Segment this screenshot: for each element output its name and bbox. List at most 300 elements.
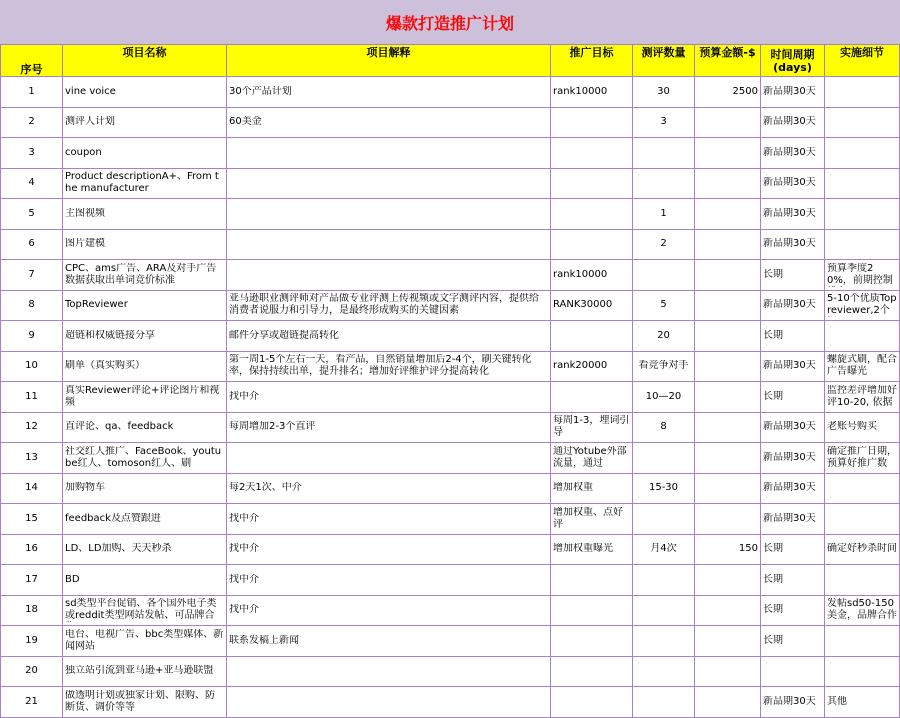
cell-target[interactable]: [551, 290, 633, 321]
cell-count[interactable]: [633, 412, 695, 443]
cell-no[interactable]: [1, 168, 63, 199]
cell-name-text: 刷单（真实购买）: [65, 360, 145, 372]
cell-count[interactable]: [633, 290, 695, 321]
cell-desc[interactable]: [227, 290, 551, 321]
cell-count[interactable]: [633, 443, 695, 474]
cell-count-text: 8: [660, 421, 667, 433]
cell-count[interactable]: [633, 321, 695, 352]
cell-desc[interactable]: [227, 595, 551, 626]
cell-no[interactable]: [1, 77, 63, 108]
cell-detail[interactable]: [825, 199, 900, 230]
table-row: [1, 138, 900, 169]
cell-no-text: 13: [25, 451, 38, 463]
cell-name[interactable]: [63, 534, 227, 565]
cell-detail[interactable]: [825, 504, 900, 535]
cell-detail[interactable]: [825, 260, 900, 291]
table-row: [1, 656, 900, 687]
cell-budget[interactable]: [695, 443, 761, 474]
cell-desc[interactable]: [227, 77, 551, 108]
cell-budget[interactable]: [695, 290, 761, 321]
cell-period-text: 新品期30天: [763, 421, 816, 433]
cell-name[interactable]: [63, 260, 227, 291]
cell-target[interactable]: [551, 473, 633, 504]
cell-name-text: 测评人计划: [65, 116, 115, 128]
cell-target-text: RANK30000: [553, 299, 613, 311]
cell-period[interactable]: [761, 260, 825, 291]
cell-name-text: LD、LD加购、天天秒杀: [65, 543, 172, 555]
cell-budget[interactable]: [695, 473, 761, 504]
cell-desc[interactable]: [227, 473, 551, 504]
cell-desc-text: 找中介: [229, 604, 259, 616]
cell-budget[interactable]: [695, 138, 761, 169]
header-budget[interactable]: 预算金额-$: [695, 45, 761, 77]
cell-name-text: 真实Reviewer评论+评论图片和视频: [65, 384, 220, 408]
table-row: [1, 77, 900, 108]
table-row: [1, 412, 900, 443]
cell-period-text: 新品期30天: [763, 116, 816, 128]
cell-count-text: 2: [660, 238, 667, 250]
cell-target[interactable]: [551, 504, 633, 535]
cell-budget-text: 150: [738, 543, 758, 555]
cell-target-text: 通过Yotube外部流量，通过: [553, 445, 627, 469]
cell-detail[interactable]: [825, 351, 900, 382]
cell-target[interactable]: [551, 199, 633, 230]
cell-detail[interactable]: [825, 168, 900, 199]
cell-period-text: 新品期30天: [763, 299, 816, 311]
cell-period[interactable]: [761, 626, 825, 657]
cell-detail-text: 确定推广日期，预算好推广数: [827, 445, 897, 469]
cell-period-text: 新品期30天: [763, 482, 816, 494]
cell-period[interactable]: [761, 473, 825, 504]
table-row: [1, 595, 900, 626]
cell-period[interactable]: [761, 443, 825, 474]
table-row: [1, 534, 900, 565]
cell-no[interactable]: [1, 382, 63, 413]
cell-desc[interactable]: [227, 168, 551, 199]
cell-period[interactable]: [761, 168, 825, 199]
header-count[interactable]: 测评数量: [633, 45, 695, 77]
cell-desc[interactable]: [227, 351, 551, 382]
cell-no[interactable]: [1, 321, 63, 352]
cell-detail[interactable]: [825, 107, 900, 138]
cell-period[interactable]: [761, 290, 825, 321]
cell-no[interactable]: [1, 687, 63, 718]
cell-no-text: 2: [28, 116, 35, 128]
cell-target[interactable]: [551, 412, 633, 443]
table-row: [1, 199, 900, 230]
cell-count-text: 20: [657, 329, 670, 341]
cell-no-text: 7: [28, 268, 35, 280]
cell-desc-text: 找中介: [229, 390, 259, 402]
cell-period[interactable]: [761, 107, 825, 138]
cell-period[interactable]: [761, 199, 825, 230]
header-detail[interactable]: 实施细节: [825, 45, 900, 77]
cell-no-text: 11: [25, 390, 38, 402]
cell-target[interactable]: [551, 77, 633, 108]
cell-detail[interactable]: [825, 290, 900, 321]
cell-name-text: sd类型平台促销、各个国外电子类或reddit类型网站发帖、可品牌合: [65, 598, 217, 622]
cell-no[interactable]: [1, 138, 63, 169]
cell-count[interactable]: [633, 504, 695, 535]
cell-period-text: 长期: [763, 390, 783, 402]
cell-target[interactable]: [551, 168, 633, 199]
cell-target-text: 增加权重曝光: [553, 543, 613, 555]
cell-desc[interactable]: [227, 138, 551, 169]
cell-period-text: 新品期30天: [763, 146, 816, 158]
cell-detail[interactable]: [825, 473, 900, 504]
cell-budget[interactable]: [695, 260, 761, 291]
cell-desc[interactable]: [227, 687, 551, 718]
cell-name-text: 主图视频: [65, 207, 105, 219]
cell-budget[interactable]: [695, 107, 761, 138]
cell-name-text: 超链和权威链接分享: [65, 329, 155, 341]
cell-detail[interactable]: [825, 626, 900, 657]
cell-period-text: 长期: [763, 268, 783, 280]
cell-name[interactable]: [63, 412, 227, 443]
cell-count[interactable]: [633, 687, 695, 718]
cell-target[interactable]: [551, 626, 633, 657]
cell-name-text: 图片建模: [65, 238, 105, 250]
cell-count[interactable]: [633, 199, 695, 230]
cell-detail-text: 螺旋式刷，配合广告曝光: [827, 354, 897, 378]
cell-detail[interactable]: [825, 443, 900, 474]
cell-period-text: 长期: [763, 604, 783, 616]
cell-no-text: 16: [25, 543, 38, 555]
cell-desc[interactable]: [227, 321, 551, 352]
cell-count-text: 3: [660, 116, 667, 128]
cell-budget[interactable]: [695, 412, 761, 443]
cell-count[interactable]: [633, 168, 695, 199]
cell-desc[interactable]: [227, 656, 551, 687]
cell-detail-text: 其他: [827, 695, 847, 707]
cell-budget[interactable]: [695, 565, 761, 596]
cell-name[interactable]: [63, 504, 227, 535]
cell-name[interactable]: [63, 229, 227, 260]
cell-period[interactable]: [761, 565, 825, 596]
cell-name[interactable]: [63, 565, 227, 596]
cell-target[interactable]: [551, 382, 633, 413]
cell-name[interactable]: [63, 77, 227, 108]
table-row: [1, 565, 900, 596]
cell-name[interactable]: [63, 595, 227, 626]
cell-period-text: 新品期30天: [763, 207, 816, 219]
cell-name-text: BD: [65, 573, 80, 585]
cell-target[interactable]: [551, 443, 633, 474]
table-row: [1, 229, 900, 260]
cell-name-text: 电台、电视广告、bbc类型媒体、新闻网站: [65, 628, 224, 652]
cell-no[interactable]: [1, 412, 63, 443]
cell-period[interactable]: [761, 351, 825, 382]
cell-count[interactable]: [633, 351, 695, 382]
cell-count[interactable]: [633, 260, 695, 291]
header-period[interactable]: 时间周期(days): [761, 45, 825, 77]
cell-name[interactable]: [63, 351, 227, 382]
cell-no-text: 9: [28, 329, 35, 341]
cell-no[interactable]: [1, 260, 63, 291]
cell-budget[interactable]: [695, 656, 761, 687]
cell-desc[interactable]: [227, 412, 551, 443]
cell-no-text: 20: [25, 665, 38, 677]
cell-name[interactable]: [63, 382, 227, 413]
table-row: [1, 504, 900, 535]
cell-name-text: CPC、ams广告、ARA及对手广告数据获取出单词竞价标准: [65, 262, 217, 286]
header-target[interactable]: 推广目标: [551, 45, 633, 77]
cell-period[interactable]: [761, 687, 825, 718]
cell-count[interactable]: [633, 229, 695, 260]
cell-desc[interactable]: [227, 504, 551, 535]
cell-count[interactable]: [633, 626, 695, 657]
cell-count[interactable]: [633, 382, 695, 413]
cell-period[interactable]: [761, 504, 825, 535]
cell-target[interactable]: [551, 595, 633, 626]
cell-detail[interactable]: [825, 687, 900, 718]
cell-desc[interactable]: [227, 565, 551, 596]
cell-target[interactable]: [551, 656, 633, 687]
cell-desc-text: 60美金: [229, 116, 262, 128]
cell-no-text: 15: [25, 512, 38, 524]
cell-budget[interactable]: [695, 77, 761, 108]
cell-period[interactable]: [761, 138, 825, 169]
cell-no-text: 19: [25, 634, 38, 646]
cell-target[interactable]: [551, 260, 633, 291]
header-row: [1, 45, 900, 77]
cell-no[interactable]: [1, 534, 63, 565]
cell-desc[interactable]: [227, 626, 551, 657]
cell-detail[interactable]: [825, 321, 900, 352]
cell-name[interactable]: [63, 626, 227, 657]
cell-target-text: 每周1-3，埋词引导: [553, 415, 630, 439]
cell-count[interactable]: [633, 565, 695, 596]
cell-no-text: 12: [25, 421, 38, 433]
cell-name-text: Product descriptionA+、From the manufacturer: [65, 171, 219, 195]
cell-no-text: 1: [28, 85, 35, 97]
cell-detail[interactable]: [825, 656, 900, 687]
cell-count[interactable]: [633, 656, 695, 687]
cell-name-text: 做透明计划或独家计划、限购、防断货、调价等等: [65, 689, 215, 713]
cell-budget[interactable]: [695, 229, 761, 260]
cell-no-text: 5: [28, 207, 35, 219]
cell-period-text: 新品期30天: [763, 85, 816, 97]
cell-target[interactable]: [551, 351, 633, 382]
cell-target[interactable]: [551, 138, 633, 169]
cell-detail-text: 确定好秒杀时间: [827, 543, 897, 555]
cell-name-text: 独立站引流到亚马逊+亚马逊联盟: [65, 665, 214, 677]
cell-period[interactable]: [761, 656, 825, 687]
cell-period[interactable]: [761, 534, 825, 565]
cell-count-text: 30: [657, 85, 670, 97]
cell-count-text: 15-30: [648, 482, 679, 494]
cell-name-text: TopReviewer: [65, 299, 128, 311]
cell-target[interactable]: [551, 321, 633, 352]
cell-detail[interactable]: [825, 412, 900, 443]
cell-period-text: 新品期30天: [763, 360, 816, 372]
table-row: [1, 626, 900, 657]
cell-no-text: 4: [28, 177, 35, 189]
cell-period[interactable]: [761, 382, 825, 413]
cell-name[interactable]: [63, 687, 227, 718]
cell-no-text: 3: [28, 146, 35, 158]
table-row: [1, 687, 900, 718]
cell-count[interactable]: [633, 77, 695, 108]
cell-no[interactable]: [1, 107, 63, 138]
cell-target[interactable]: [551, 687, 633, 718]
cell-desc[interactable]: [227, 199, 551, 230]
cell-period-text: 新品期30天: [763, 451, 816, 463]
cell-desc-text: 邮件分享或超链提高转化: [229, 329, 339, 341]
cell-period[interactable]: [761, 321, 825, 352]
table-row: [1, 473, 900, 504]
cell-no-text: 6: [28, 238, 35, 250]
cell-budget[interactable]: [695, 687, 761, 718]
cell-budget[interactable]: [695, 595, 761, 626]
cell-detail[interactable]: [825, 565, 900, 596]
cell-target[interactable]: [551, 229, 633, 260]
cell-no[interactable]: [1, 473, 63, 504]
cell-count[interactable]: [633, 138, 695, 169]
cell-budget[interactable]: [695, 382, 761, 413]
cell-name[interactable]: [63, 199, 227, 230]
cell-budget[interactable]: [695, 199, 761, 230]
cell-no-text: 10: [25, 360, 38, 372]
cell-desc-text: 第一周1-5个左右一天，看产品，自然销量增加后2-4个，刷关键转化率，保持持续出单，提升排名；增加好评维护评分提高转化: [229, 354, 532, 378]
cell-budget[interactable]: [695, 534, 761, 565]
cell-target-text: rank10000: [553, 85, 608, 97]
cell-no[interactable]: [1, 595, 63, 626]
cell-no[interactable]: [1, 199, 63, 230]
cell-count-text: 5: [660, 299, 667, 311]
cell-desc[interactable]: [227, 107, 551, 138]
header-no[interactable]: 序号: [1, 45, 63, 77]
header-desc[interactable]: 项目解释: [227, 45, 551, 77]
cell-target-text: rank20000: [553, 360, 608, 372]
cell-count[interactable]: [633, 473, 695, 504]
cell-count[interactable]: [633, 107, 695, 138]
cell-detail[interactable]: [825, 138, 900, 169]
cell-period-text: 长期: [763, 573, 783, 585]
cell-name[interactable]: [63, 321, 227, 352]
cell-budget-text: 2500: [732, 85, 758, 97]
table-row: [1, 290, 900, 321]
cell-name[interactable]: [63, 107, 227, 138]
cell-count-text: 1: [660, 207, 667, 219]
cell-period-text: 长期: [763, 634, 783, 646]
cell-detail-text: 5-10个优质Top reviewer,2个: [827, 293, 897, 317]
cell-target-text: 增加权重: [553, 482, 593, 494]
cell-no-text: 8: [28, 299, 35, 311]
cell-detail-text: 监控差评增加好评10-20, 依据: [827, 384, 897, 408]
cell-name[interactable]: [63, 656, 227, 687]
cell-detail[interactable]: [825, 229, 900, 260]
cell-no[interactable]: [1, 626, 63, 657]
cell-count[interactable]: [633, 595, 695, 626]
sheet-title: 爆款打造推广计划: [0, 0, 900, 45]
cell-budget[interactable]: [695, 626, 761, 657]
cell-period[interactable]: [761, 412, 825, 443]
cell-no-text: 14: [25, 482, 38, 494]
cell-target[interactable]: [551, 534, 633, 565]
cell-name[interactable]: [63, 443, 227, 474]
cell-no-text: 18: [25, 604, 38, 616]
cell-desc-text: 30个产品计划: [229, 85, 292, 97]
cell-desc-text: 找中介: [229, 573, 259, 585]
cell-desc-text: 每周增加2-3个直评: [229, 421, 316, 433]
cell-period[interactable]: [761, 229, 825, 260]
header-name[interactable]: 项目名称: [63, 45, 227, 77]
cell-desc[interactable]: [227, 534, 551, 565]
cell-period-text: 新品期30天: [763, 695, 816, 707]
cell-budget[interactable]: [695, 351, 761, 382]
cell-name-text: vine voice: [65, 85, 116, 97]
cell-detail-text: 发帖sd50-150美金，品牌合作: [827, 598, 897, 622]
table-row: [1, 168, 900, 199]
cell-detail-text: 预算季度20%，前期控制: [827, 262, 893, 286]
cell-name-text: 直评论、qa、feedback: [65, 421, 174, 433]
cell-count[interactable]: [633, 534, 695, 565]
cell-desc-text: 亚马逊职业测评师对产品做专业评测上传视频或文字测评内容，提供给消费者说服力和引导力，是最终形成购买的关键因素: [229, 293, 539, 317]
cell-no[interactable]: [1, 290, 63, 321]
cell-budget[interactable]: [695, 321, 761, 352]
cell-name[interactable]: [63, 138, 227, 169]
cell-name[interactable]: [63, 168, 227, 199]
plan-table: [0, 44, 900, 718]
cell-name-text: 加购物车: [65, 482, 105, 494]
cell-count-text: 10—20: [645, 390, 682, 402]
cell-no-text: 21: [25, 695, 38, 707]
cell-detail[interactable]: [825, 77, 900, 108]
cell-period-text: 长期: [763, 543, 783, 555]
cell-name[interactable]: [63, 473, 227, 504]
cell-name[interactable]: [63, 290, 227, 321]
cell-detail[interactable]: [825, 382, 900, 413]
cell-budget[interactable]: [695, 168, 761, 199]
cell-name-text: 社交红人推广、FaceBook、youtube红人、tomoson红人、刷: [65, 445, 222, 469]
cell-target[interactable]: [551, 107, 633, 138]
table-row: [1, 382, 900, 413]
cell-no[interactable]: [1, 229, 63, 260]
cell-budget[interactable]: [695, 504, 761, 535]
cell-no[interactable]: [1, 351, 63, 382]
cell-detail[interactable]: [825, 595, 900, 626]
cell-desc-text: 每2天1次、中介: [229, 482, 302, 494]
cell-desc-text: 联系发稿上新闻: [229, 634, 299, 646]
cell-target-text: 增加权重、点好评: [553, 506, 623, 530]
cell-target[interactable]: [551, 565, 633, 596]
cell-no[interactable]: [1, 504, 63, 535]
cell-desc[interactable]: [227, 443, 551, 474]
cell-no-text: 17: [25, 573, 38, 585]
cell-no[interactable]: [1, 443, 63, 474]
cell-period[interactable]: [761, 77, 825, 108]
cell-period-text: 新品期30天: [763, 512, 816, 524]
cell-detail-text: 老账号购买: [827, 421, 877, 433]
cell-no[interactable]: [1, 565, 63, 596]
table-row: [1, 351, 900, 382]
table-row: [1, 107, 900, 138]
table-row: [1, 260, 900, 291]
cell-period-text: 新品期30天: [763, 177, 816, 189]
cell-period[interactable]: [761, 595, 825, 626]
cell-desc[interactable]: [227, 260, 551, 291]
cell-period-text: 长期: [763, 329, 783, 341]
cell-no[interactable]: [1, 656, 63, 687]
cell-period-text: 新品期30天: [763, 238, 816, 250]
cell-target-text: rank10000: [553, 268, 608, 280]
cell-desc-text: 找中介: [229, 512, 259, 524]
cell-desc[interactable]: [227, 382, 551, 413]
cell-desc[interactable]: [227, 229, 551, 260]
cell-name-text: coupon: [65, 146, 102, 158]
cell-detail[interactable]: [825, 534, 900, 565]
